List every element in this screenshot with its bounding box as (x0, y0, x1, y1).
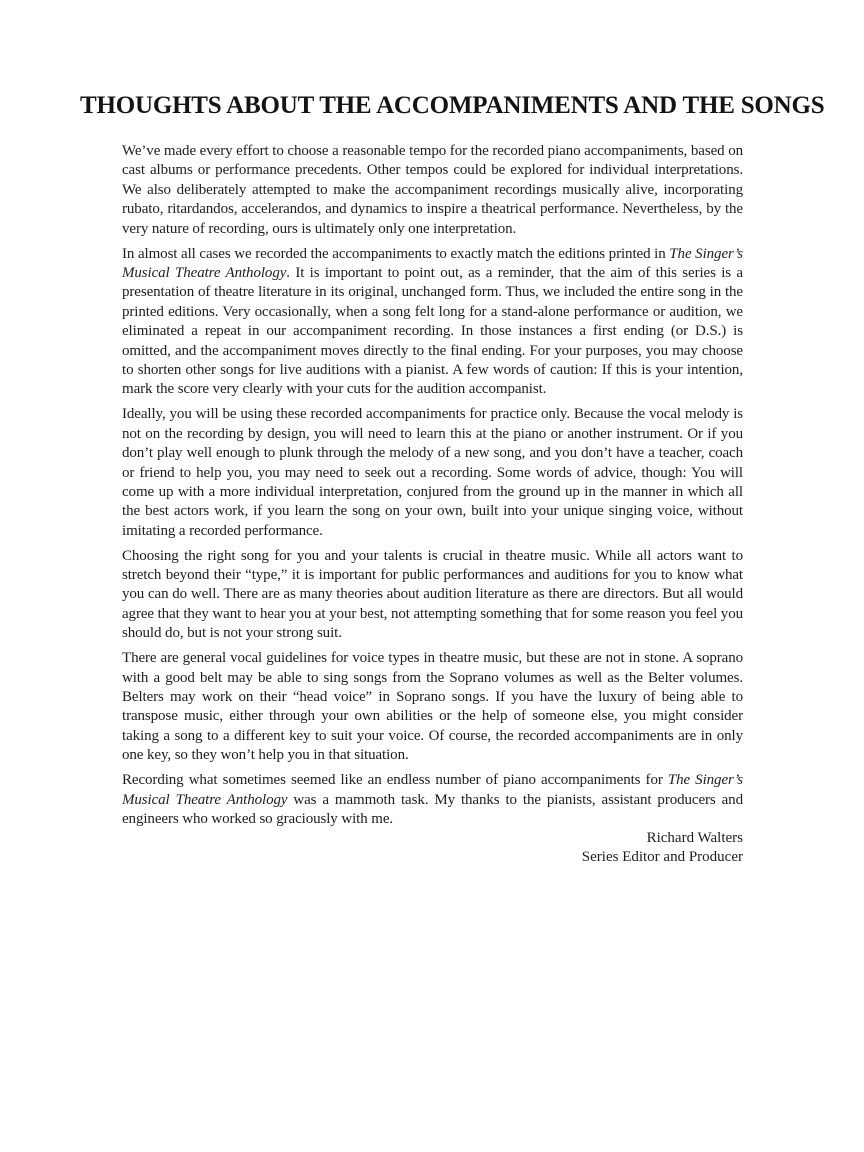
paragraph-text: Choosing the right song for you and your talents is crucial in theatre music. While all actors want to stretch beyond their “type,” it is important for public performances and auditions for you to know what you can do well. There are as many theories about audition literature as there are directors. But all would agree that they want to hear you at your best, not attempting something that for some reason you feel you should do, but is not your strong suit. (122, 547, 743, 642)
paragraph-choosing (122, 547, 743, 644)
paragraph-text: There are general vocal guidelines for voice types in theatre music, but these are not in stone. A soprano with a good belt may be able to sing songs from the Soprano volumes as well as the Belter volumes. Belters may work on their “head voice” in Soprano songs. If you have the luxury of being able to transpose music, either through your own abilities or the help of someone else, you might consider taking a song to a different key to suit your voice. Of course, the recorded accompaniments are in only one key, so they won’t help you in that situation. (122, 650, 743, 764)
paragraph-voice-types (122, 649, 743, 765)
paragraph-text: Ideally, you will be using these recorded accompaniments for practice only. Because the vocal melody is not on the recording by design, you will need to learn this at the piano or another instrument. Or if you don’t play well enough to plunk through the melody of a new song, and you don’t have a teacher, coach or friend to help you, you may need to seek out a recording. Some words of advice, though: You will come up with a more individual interpretation, conjured from the ground up in the manner in which all the best actors work, if you learn the song on your own, built into your unique singing voice, without imitating a recorded performance. (122, 406, 743, 539)
paragraph-editions (122, 245, 743, 400)
paragraph-thanks (122, 771, 743, 829)
paragraph-text: . It is important to point out, as a reminder, that the aim of this series is a presentation of theatre literature in its original, unchanged form. Thus, we included the entire song in the printed editions. Very occasionally, when a song felt long for a stand-alone performance or audition, we eliminated a repeat in our accompaniment recording. In those instances a first ending (or D.S.) is omitted, and the accompaniment moves directly to the final ending. For your purposes, you may choose to shorten other songs for live auditions with a pianist. A few words of caution: If this is your intention, mark the score very clearly with your cuts for the audition accompanist. (122, 264, 743, 398)
signature-role: Series Editor and Producer (581, 849, 743, 865)
signature-block (582, 829, 743, 867)
book-title-italic: The Singer’s Musical Theatre Anthology (122, 772, 743, 808)
body-copy (122, 142, 743, 835)
book-title-italic: The Singer’s Musical Theatre Anthology (122, 245, 743, 281)
paragraph-text: was a mammoth task. My thanks to the pianists, assistant producers and engineers who worked so graciously with me. (122, 791, 743, 827)
paragraph-text: Recording what sometimes seemed like an endless number of piano accompaniments for (122, 772, 668, 789)
page-title: THOUGHTS ABOUT THE ACCOMPANIMENTS AND THE SONGS (80, 92, 825, 119)
paragraph-text: In almost all cases we recorded the accompaniments to exactly match the editions printed in (122, 245, 670, 262)
paragraph-tempo (122, 142, 743, 239)
signature-name: Richard Walters (646, 830, 743, 846)
paragraph-practice (122, 405, 743, 541)
paragraph-text: We’ve made every effort to choose a reasonable tempo for the recorded piano accompaniments, based on cast albums or performance precedents. Other tempos could be explored for individual interpretations. We also deliberately attempted to make the accompaniment recordings musically alive, incorporating rubato, ritardandos, accelerandos, and dynamics to inspire a theatrical performance. Nevertheless, by the very nature of recording, ours is ultimately only one interpretation. (122, 143, 743, 237)
